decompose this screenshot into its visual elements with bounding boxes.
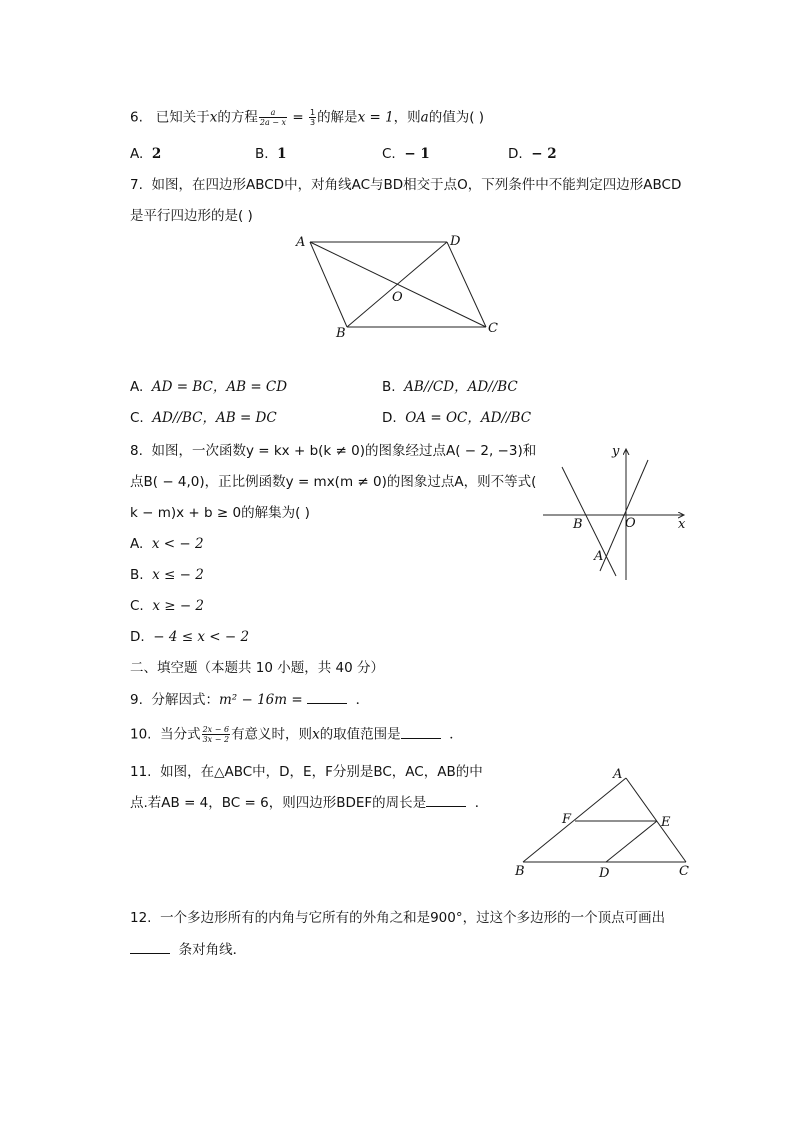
- q7-stem-line2: [130, 207, 253, 225]
- q8-text-1: 如图，一次函数y = kx + b(k ≠ 0)的图象经过点A( − 2, −3)和: [151, 443, 537, 459]
- option-value: x ≥ − 2: [152, 598, 205, 614]
- q8-label-x: x: [678, 517, 686, 532]
- q9-stem: [130, 691, 369, 709]
- q6-fraction-2: [309, 108, 316, 127]
- q11-number: 11.: [130, 764, 152, 780]
- q7-option-a[interactable]: [130, 378, 287, 396]
- option-value: AD = BC，AB = CD: [151, 379, 288, 395]
- q10-stem: [130, 725, 463, 744]
- q7-label-a: A: [296, 235, 306, 250]
- q9-expression: m² − 16m =: [218, 692, 303, 708]
- q7-option-d[interactable]: [382, 409, 531, 427]
- q6-text-end: ，则: [393, 109, 421, 126]
- q11-edge-ab: [523, 778, 626, 862]
- q7-edge-dc: [447, 242, 486, 327]
- q7-label-b: B: [336, 326, 346, 341]
- q6-option-b[interactable]: [255, 145, 287, 163]
- q6-option-d[interactable]: [508, 145, 557, 163]
- q10-answer-blank[interactable]: [401, 726, 441, 739]
- q7-option-b[interactable]: [382, 378, 518, 396]
- q11-segment-de: [606, 821, 657, 862]
- option-label: A.: [130, 536, 144, 552]
- option-value: − 1: [404, 146, 430, 162]
- q7-text-1: 如图，在四边形ABCD中，对角线AC与BD相交于点O，下列条件中不能判定四边形ABCD: [151, 177, 682, 193]
- option-label: B.: [255, 146, 269, 162]
- q7-diagonal-ac: [310, 242, 486, 327]
- q10-frac-num: 2x − 6: [202, 725, 230, 734]
- option-value: x < − 2: [151, 536, 204, 552]
- q11-label-e: E: [661, 815, 671, 830]
- q7-label-o: O: [392, 290, 403, 305]
- q10-frac-den: 3x − 2: [202, 735, 230, 744]
- option-value: − 2: [531, 146, 557, 162]
- option-value: x ≤ − 2: [152, 567, 204, 583]
- q7-diagonal-bd: [347, 242, 447, 327]
- q11-text-1: 如图，在△ABC中，D，E，F分别是BC，AC，AB的中: [160, 764, 483, 780]
- option-label: D.: [130, 629, 145, 645]
- q8-option-c[interactable]: [130, 597, 204, 615]
- option-label: D.: [382, 410, 397, 426]
- option-value: OA = OC，AD//BC: [405, 410, 532, 426]
- q11-label-c: C: [679, 864, 689, 879]
- q10-text-mid: 有意义时，则: [231, 726, 313, 743]
- q11-text-2: 点.若AB = 4，BC = 6，则四边形BDEF的周长是: [130, 795, 427, 811]
- option-value: 1: [277, 146, 287, 162]
- q7-text-2: 是平行四边形的是( ): [130, 208, 253, 224]
- q8-option-b[interactable]: [130, 566, 204, 584]
- q12-text-2: 条对角线．: [178, 942, 247, 958]
- q8-line-kx-b: [562, 467, 616, 576]
- q12-number: 12.: [130, 910, 152, 926]
- q6-option-a[interactable]: [130, 145, 161, 163]
- q7-number: 7.: [130, 177, 143, 193]
- option-label: D.: [508, 146, 523, 162]
- q9-text: 分解因式：: [151, 692, 219, 708]
- option-value: − 4 ≤ x < − 2: [153, 629, 250, 645]
- q8-stem-line1: [130, 442, 536, 460]
- q8-line-mx: [600, 460, 648, 571]
- q8-number: 8.: [130, 443, 143, 459]
- q11-label-a: A: [613, 767, 623, 782]
- q12-text-1: 一个多边形所有的内角与它所有的外角之和是900°，过这个多边形的一个顶点可画出: [160, 910, 666, 926]
- option-label: C.: [130, 598, 144, 614]
- q10-text-pre: 当分式: [160, 726, 201, 743]
- q6-frac2-num: 1: [309, 108, 316, 117]
- q6-option-c[interactable]: [382, 145, 430, 163]
- q11-stem-line2: [130, 794, 488, 812]
- q11-answer-blank[interactable]: [426, 794, 466, 807]
- q11-end: ．: [474, 795, 489, 811]
- q12-answer-blank[interactable]: [130, 941, 170, 954]
- q8-text-3: k − m)x + b ≥ 0的解集为( ): [130, 505, 310, 521]
- q6-text-mid: 的方程: [217, 109, 258, 126]
- q11-label-b: B: [515, 864, 525, 879]
- q6-text-post: 的解是: [317, 109, 358, 126]
- q7-option-c[interactable]: [130, 409, 277, 427]
- q8-label-b: B: [573, 517, 583, 532]
- q8-label-y: y: [612, 444, 620, 459]
- q10-number: 10.: [130, 726, 152, 743]
- q11-stem-line1: [130, 763, 483, 781]
- q9-end: ．: [355, 692, 370, 708]
- q10-end: ．: [449, 726, 463, 743]
- q6-fraction-1: [259, 108, 287, 127]
- q6-stem: [130, 108, 484, 127]
- option-label: A.: [130, 146, 144, 162]
- option-value: AB//CD，AD//BC: [404, 379, 518, 395]
- q6-frac2-den: 3: [309, 118, 316, 127]
- q7-edge-ba: [310, 242, 347, 327]
- q6-var-a: a: [420, 109, 429, 126]
- q6-var-x: x: [209, 109, 218, 126]
- q8-option-d[interactable]: [130, 628, 249, 646]
- q10-var: x: [312, 726, 320, 743]
- q10-text-post: 的取值范围是: [319, 726, 401, 743]
- q8-label-o: O: [625, 516, 636, 531]
- q11-label-d: D: [599, 866, 610, 881]
- option-label: B.: [382, 379, 396, 395]
- q8-option-a[interactable]: [130, 535, 204, 553]
- option-value: 2: [151, 146, 162, 162]
- q6-frac1-den: 2a − x: [259, 118, 287, 127]
- q9-number: 9.: [130, 692, 143, 708]
- q11-label-f: F: [562, 812, 572, 827]
- section-2-title: [130, 659, 384, 677]
- q6-solution: x = 1: [357, 109, 394, 126]
- q6-text: 已知关于: [155, 109, 210, 126]
- option-label: B.: [130, 567, 144, 583]
- q10-fraction: [202, 725, 230, 744]
- q8-label-a: A: [594, 549, 604, 564]
- q9-answer-blank[interactable]: [307, 691, 347, 704]
- section-title: 二、填空题（本题共 10 小题，共 40 分）: [130, 660, 385, 676]
- option-label: C.: [130, 410, 144, 426]
- q6-text-tail: 的值为( ): [428, 109, 485, 126]
- q7-label-c: C: [488, 321, 498, 336]
- q12-stem-line2: [130, 941, 246, 959]
- option-label: A.: [130, 379, 144, 395]
- option-label: C.: [382, 146, 396, 162]
- q6-number: 6.: [130, 109, 143, 126]
- q8-text-2: 点B( − 4,0)，正比例函数y = mx(m ≠ 0)的图象过点A，则不等式(: [130, 474, 537, 490]
- q8-stem-line2: [130, 473, 536, 491]
- option-value: AD//BC，AB = DC: [152, 410, 277, 426]
- q7-stem-line1: [130, 176, 681, 194]
- q8-stem-line3: [130, 504, 310, 522]
- q12-stem-line1: [130, 909, 665, 927]
- q6-equals: =: [292, 109, 304, 126]
- q6-frac1-num: a: [259, 108, 287, 118]
- q11-edge-ac: [626, 778, 686, 862]
- q7-label-d: D: [450, 234, 461, 249]
